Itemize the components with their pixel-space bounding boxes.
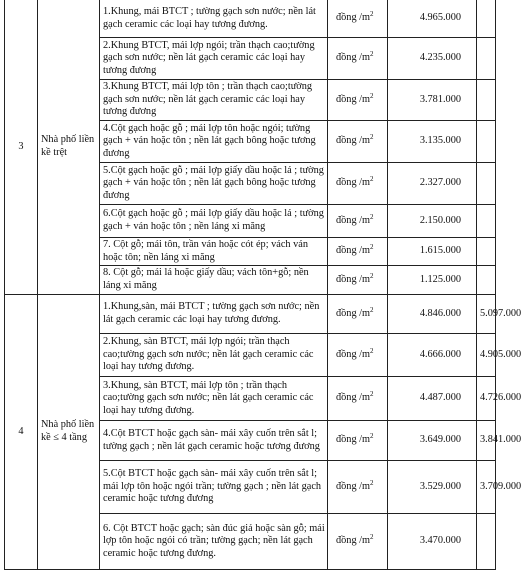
price-cell: 4.487.000 xyxy=(388,377,477,421)
price2-cell: 4.726.000 xyxy=(477,377,496,421)
price-cell: 2.150.000 xyxy=(388,205,477,238)
price2-cell xyxy=(477,514,496,570)
price-cell: 1.125.000 xyxy=(388,266,477,295)
price-cell: 3.135.000 xyxy=(388,121,477,163)
unit-cell: đồng $/m^2$ xyxy=(328,334,388,377)
price2-cell xyxy=(477,38,496,80)
unit-cell: đồng $/m^2$ xyxy=(328,238,388,266)
price-cell: 4.846.000 xyxy=(388,295,477,334)
unit-cell: đồng $/m^2$ xyxy=(328,295,388,334)
description-cell: 3.Khung, sàn BTCT, mái lợp tôn ; trần thạch cao;tường gạch sơn nước; nền lát gạch ceramic các loại hay tương đương. xyxy=(100,377,328,421)
price-cell: 3.649.000 xyxy=(388,421,477,461)
description-cell: 3.Khung BTCT, mái lợp tôn ; trần thạch cao;tường gạch sơn nước; nền lát gạch ceramic các loại hay tương đương xyxy=(100,80,328,121)
price2-cell: 4.905.000 xyxy=(477,334,496,377)
price-cell: 1.615.000 xyxy=(388,238,477,266)
unit-cell: đồng $/m^2$ xyxy=(328,377,388,421)
description-cell: 6.Cột gạch hoặc gỗ ; mái lợp giấy dầu hoặc lá ; tường gạch + ván hoặc tôn ; nền láng xi măng xyxy=(100,205,328,238)
price-cell: 3.470.000 xyxy=(388,514,477,570)
price2-cell xyxy=(477,80,496,121)
description-cell: 1.Khung,sàn, mái BTCT ; tường gạch sơn nước; nền lát gạch ceramic các loại hay tương đương. xyxy=(100,295,328,334)
price2-cell: 3.841.000 xyxy=(477,421,496,461)
description-cell: 5.Cột BTCT hoặc gạch sàn- mái xây cuốn trên sắt l; mái lợp tôn hoặc ngói trần; tường gạch ; nền lát gạch ceramic hoặc tương đương xyxy=(100,461,328,514)
description-cell: 5.Cột gạch hoặc gỗ ; mái lợp giấy dầu hoặc lá ; tường gạch + ván hoặc tôn ; nền lát gạch bông hoặc tương đương xyxy=(100,163,328,205)
price2-cell: 5.097.000 xyxy=(477,295,496,334)
row-number: 3 xyxy=(5,0,38,295)
price2-cell xyxy=(477,205,496,238)
table-row xyxy=(5,0,496,38)
unit-cell: đồng $/m^2$ xyxy=(328,38,388,80)
unit-cell: đồng $/m^2$ xyxy=(328,163,388,205)
price-cell: 3.781.000 xyxy=(388,80,477,121)
unit-cell: đồng $/m^2$ xyxy=(328,421,388,461)
description-cell: 4.Cột BTCT hoặc gạch sàn- mái xây cuốn trên sắt l; tường gạch ; nền lát gạch ceramic hoặc tương đương xyxy=(100,421,328,461)
unit-cell: đồng $/m^2$ xyxy=(328,514,388,570)
description-cell: 8. Cột gỗ; mái lá hoặc giấy dầu; vách tôn+gỗ; nền láng xi măng xyxy=(100,266,328,295)
unit-cell: đồng $/m^2$ xyxy=(328,461,388,514)
price-cell: 4.235.000 xyxy=(388,38,477,80)
price2-cell xyxy=(477,163,496,205)
price2-cell xyxy=(477,266,496,295)
unit-cell: đồng $/m^2$ xyxy=(328,266,388,295)
price2-cell: 3.709.000 xyxy=(477,461,496,514)
description-cell: 1.Khung, mái BTCT ; tường gạch sơn nước; nền lát gạch ceramic các loại hay tương đương. xyxy=(100,0,328,38)
description-cell: 4.Cột gạch hoặc gỗ ; mái lợp tôn hoặc ngói; tường gạch + ván hoặc tôn ; nền lát gạch bông hoặc tương đương xyxy=(100,121,328,163)
price2-cell xyxy=(477,0,496,38)
price2-cell xyxy=(477,238,496,266)
unit-cell: đồng $/m^2$ xyxy=(328,80,388,121)
table-row xyxy=(5,295,496,334)
unit-cell: đồng $/m^2$ xyxy=(328,205,388,238)
description-cell: 6. Cột BTCT hoặc gạch; sàn đúc giả hoặc sàn gỗ; mái lợp tôn hoặc ngói có trần; tường gạch; nền lát gạch ceramic hoặc tương đương. xyxy=(100,514,328,570)
price2-cell xyxy=(477,121,496,163)
description-cell: 2.Khung BTCT, mái lợp ngói; trần thạch cao;tường gạch sơn nước; nền lát gạch ceramic các loại hay tương đương xyxy=(100,38,328,80)
price-cell: 2.327.000 xyxy=(388,163,477,205)
unit-cell: đồng $/m^2$ xyxy=(328,0,388,38)
price-table xyxy=(4,0,521,570)
price-cell: 3.529.000 xyxy=(388,461,477,514)
unit-cell: đồng $/m^2$ xyxy=(328,121,388,163)
row-number: 4 xyxy=(5,295,38,570)
house-type: Nhà phố liền kề trệt xyxy=(38,0,100,295)
price-cell: 4.965.000 xyxy=(388,0,477,38)
description-cell: 7. Cột gỗ; mái tôn, trần ván hoặc cót ép; vách ván hoặc tôn; nền láng xi măng xyxy=(100,238,328,266)
price-cell: 4.666.000 xyxy=(388,334,477,377)
house-type: Nhà phố liền kề ≤ 4 tầng xyxy=(38,295,100,570)
description-cell: 2.Khung, sàn BTCT, mái lợp ngói; trần thạch cao;tường gạch sơn nước; nền lát gạch ceramic các loại hay tương đương. xyxy=(100,334,328,377)
